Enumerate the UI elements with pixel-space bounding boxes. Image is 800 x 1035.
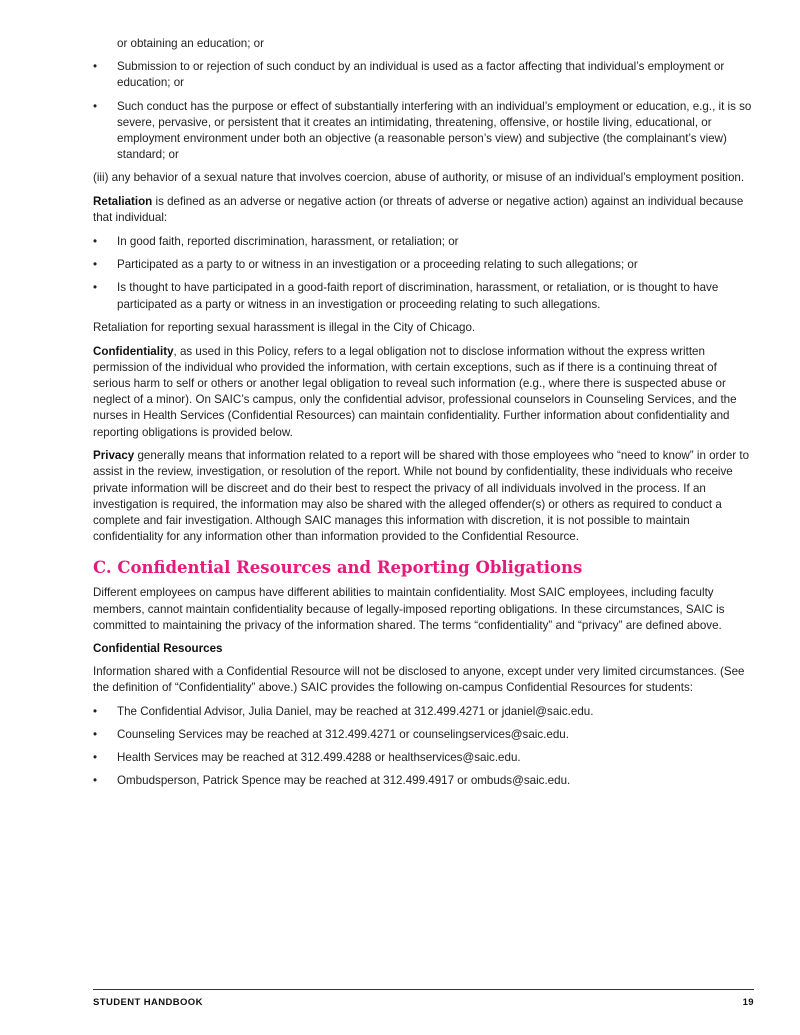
privacy-paragraph	[93, 448, 754, 545]
chicago-note: Retaliation for reporting sexual harassment is illegal in the City of Chicago.	[93, 320, 476, 334]
section-c-intro: Different employees on campus have different abilities to maintain confidentiality. Most SAIC employees, including faculty members, cannot maintain confidentiality because of legally-imposed reporting obligations. In these circumstances, SAIC is committed to maintaining the privacy of the information shared. The terms “confidentiality” and “privacy” are defined above.	[93, 586, 725, 632]
list-item: • Counseling Services may be reached at 312.499.4271 or counselingservices@saic.edu.	[93, 727, 754, 743]
privacy-definition: generally means that information related to a report will be shared with those employees who “need to know” in order to assist in the review, investigation, or resolution of the report. While not bound by confidentiality, these individuals who receive private information will be discreet and do their best to respect the privacy of all individuals involved in the process. If an investigation is required, the information may also be shared with the alleged offender(s) or others as required to conduct a complete and fair investigation. Although SAIC manages this information with discretion, it is not possible to maintain confidentiality for any information other than information provided to the Confidential Resource.	[93, 449, 750, 544]
continuation-text: or obtaining an education; or	[117, 37, 264, 50]
page-footer	[93, 989, 754, 1008]
retaliation-list	[93, 234, 754, 313]
list-item: • Health Services may be reached at 312.499.4288 or healthservices@saic.edu.	[93, 750, 754, 766]
footer-title: STUDENT HANDBOOK	[93, 997, 203, 1008]
retaliation-paragraph	[93, 194, 754, 226]
list-item: • The Confidential Advisor, Julia Daniel, may be reached at 312.499.4271 or jdaniel@saic.edu.	[93, 704, 754, 720]
confidential-resources-list	[93, 704, 754, 790]
confidential-resources-subheading: Confidential Resources	[93, 641, 223, 655]
item-iii-paragraph: (iii) any behavior of a sexual nature that involves coercion, abuse of authority, or misuse of an individual’s employment position.	[93, 171, 745, 185]
confidentiality-term: Confidentiality	[93, 344, 174, 358]
resources-intro: Information shared with a Confidential Resource will not be disclosed to anyone, except under very limited circumstances. (See the definition of “Confidentiality” above.) SAIC provides the following on-campus Confidential Resources for students:	[93, 664, 745, 694]
harassment-conditions-list	[93, 59, 754, 163]
confidentiality-definition: , as used in this Policy, refers to a legal obligation not to disclose information without the express written permission of the individual who provided the information, with certain exceptions, such as if there is a continuing threat of serious harm to self or others or another legal obligation to reveal such information (e.g., where there is suspected abuse or neglect of a minor). On SAIC’s campus, only the confidential advisor, professional counselors in Counseling Services, and the nurses in Health Services (Confidential Resources) can maintain confidentiality. Further information about confidentiality and reporting obligations is provided below.	[93, 344, 737, 439]
list-item: • Ombudsperson, Patrick Spence may be reached at 312.499.4917 or ombuds@saic.edu.	[93, 773, 754, 789]
page-number: 19	[742, 997, 754, 1008]
list-item: • Submission to or rejection of such conduct by an individual is used as a factor affecting that individual’s employment or education; or	[93, 59, 754, 91]
privacy-term: Privacy	[93, 449, 135, 463]
confidentiality-paragraph	[93, 344, 754, 441]
retaliation-definition: is defined as an adverse or negative action (or threats of adverse or negative action) against an individual because that individual:	[93, 195, 744, 225]
section-c-heading: C. Confidential Resources and Reporting Obligations	[93, 558, 583, 578]
list-item: • Such conduct has the purpose or effect of substantially interfering with an individual’s employment or education, e.g., it is so severe, pervasive, or persistent that it creates an intimidating, threatening, offensive, or hostile living, educational, or employment environment under both an objective (a reasonable person’s view) and subjective (the complainant’s view) standard; or	[93, 99, 754, 164]
list-item: • Participated as a party to or witness in an investigation or a proceeding relating to such allegations; or	[93, 257, 754, 273]
list-item: • In good faith, reported discrimination, harassment, or retaliation; or	[93, 234, 754, 250]
retaliation-term: Retaliation	[93, 195, 153, 209]
list-item: • Is thought to have participated in a good-faith report of discrimination, harassment, or retaliation, or is thought to have participated as a party or witness in an investigation or proceeding relating to such allegations.	[93, 280, 754, 312]
